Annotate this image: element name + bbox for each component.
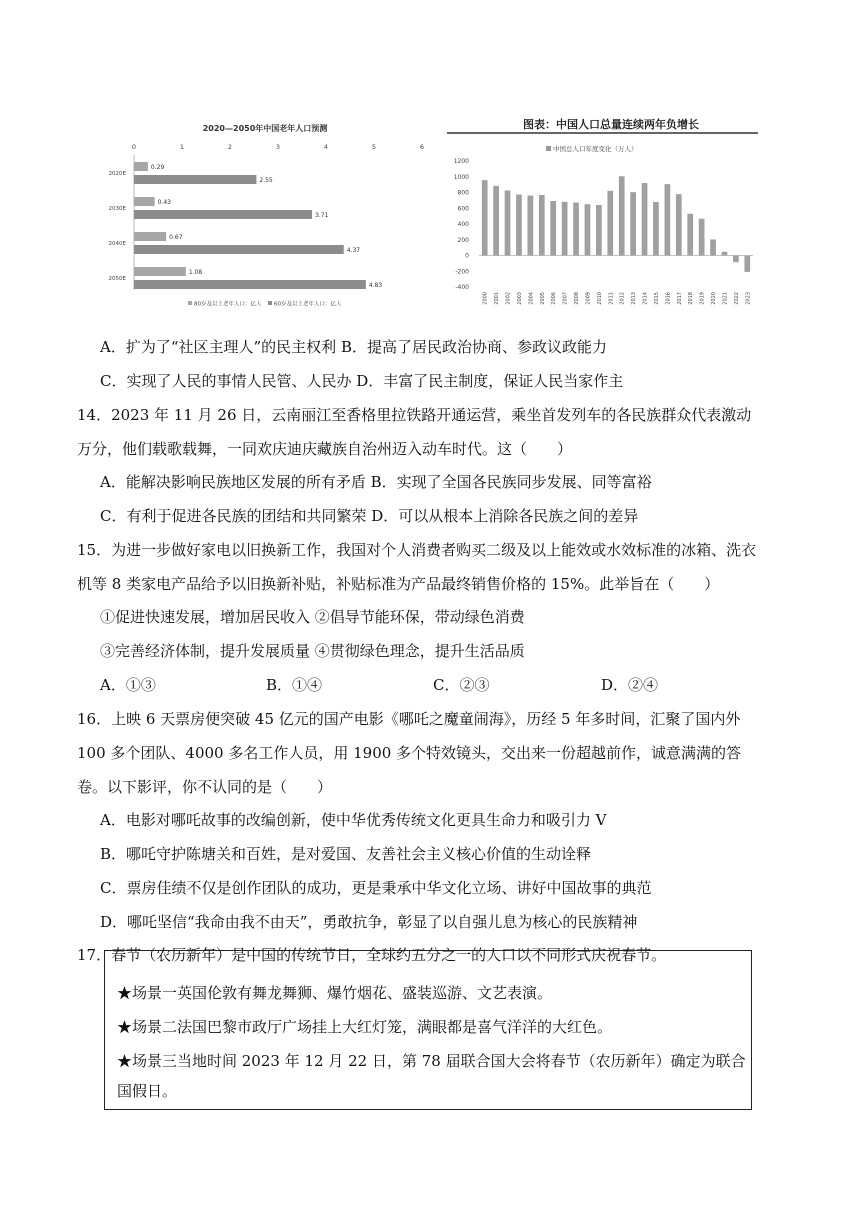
chart1-data-label: 2.55 [259,177,273,184]
q15-items-line-2: ③完善经济体制，提升发展质量 ④贯彻绿色理念，提升生活品质 [100,642,525,660]
q15-option-b: B．①④ [266,676,323,694]
chart2-bar [573,203,579,256]
chart1-legend [188,300,342,308]
chart2-x-tick-label: 2022 [733,292,740,305]
chart2-x-tick-label: 2000 [482,292,489,305]
chart1-data-label: 0.67 [169,234,183,241]
chart2-x-tick-label: 2004 [528,292,535,305]
chart2-bar [653,202,659,256]
chart2-bar [562,202,568,256]
chart1-data-label: 0.43 [157,199,171,206]
chart1-data-label: 3.71 [315,212,329,219]
q13-options-line-1: A．扩为了“社区主理人”的民主权利 B．提高了居民政治协商、参政议政能力 [100,338,607,356]
chart1-legend-entry: 80岁及以上老年人口：亿人 [194,301,262,308]
population-change-chart [445,112,760,322]
chart2-x-tick-label: 2015 [653,292,660,305]
chart2-x-tick-label: 2016 [665,292,672,305]
chart2-x-tick-label: 2009 [585,292,592,305]
q17-scene-2: ★场景二法国巴黎市政厅广场挂上大红灯笼，满眼都是喜气洋洋的大红色。 [117,1018,613,1036]
chart1-category-label: 2040E [108,241,126,247]
chart2-x-tick-label: 2013 [631,292,638,305]
chart2-bar [539,195,545,255]
chart2-y-tick-label: -400 [455,284,469,291]
chart2-y-tick-label: 1000 [453,173,469,181]
q16-option-a: A．电影对哪吒故事的改编创新，使中华优秀传统文化更具生命力和吸引力 V [100,811,607,829]
chart1-bar [134,245,344,254]
chart2-bar [619,176,625,255]
chart2-x-tick-label: 2001 [494,292,501,305]
chart1-data-label: 4.37 [346,247,361,254]
chart2-bar [687,214,693,256]
chart2-bar [733,256,739,263]
chart2-x-tick-label: 2020 [711,292,718,305]
q17-scene-box [104,950,752,1110]
chart2-y-tick-label: -200 [455,268,469,276]
q14-stem: 14．2023 年 11 月 26 日，云南丽江至香格里拉铁路开通运营，乘坐首发列车的各民族群众代表激动万分，他们载歌载舞，一同欢庆迪庆藏族自治州迈入动车时代。这（ ） [77,406,752,458]
chart1-legend-swatch [268,301,272,305]
chart2-bar [505,190,511,255]
chart2-bar [676,194,682,255]
chart2-x-tick-label: 2010 [596,292,603,305]
chart2-bar [710,239,716,255]
chart2-x-tick-label: 2018 [688,292,695,305]
chart1-category-label: 2050E [108,276,126,282]
chart2-x-tick-label: 2019 [699,292,706,305]
chart1-x-tick-label: 6 [419,143,425,151]
chart1-bar [134,280,366,289]
q16-option-c: C．票房佳绩不仅是创作团队的成功，更是秉承中华文化立场、讲好中国故事的典范 [100,879,652,897]
chart1-x-tick-label: 1 [179,143,185,151]
q15-items-line-1: ①促进快速发展，增加居民收入 ②倡导节能环保，带动绿色消费 [100,608,525,626]
chart2-x-tick-label: 2008 [574,292,581,305]
chart1-bar [134,197,155,206]
chart2-bar [493,186,499,256]
chart2-x-tick-label: 2014 [642,292,649,305]
chart2-bar [607,191,613,256]
chart1-data-label: 1.08 [188,269,203,276]
chart2-bar [642,183,648,255]
q16-option-d: D．哪吒坚信“我命由我不由天”，勇敢抗争，彰显了以自强儿息为核心的民族精神 [100,913,638,931]
chart2-bar [550,201,556,255]
chart2-y-tick-label: 600 [457,205,469,213]
chart1-legend-swatch [188,301,192,305]
chart2-x-tick-label: 2006 [551,292,558,305]
chart1-x-tick-label: 0 [131,143,137,151]
chart2-x-tick-label: 2005 [539,292,546,305]
chart2-bar [699,219,705,256]
chart1-category-label: 2030E [108,206,126,212]
chart1-legend-entry: 60岁及以上老年人口：亿人 [274,301,342,308]
q17-scene-3-line-1: ★场景三当地时间 2023 年 12 月 22 日，第 78 届联合国大会将春节（农历新年）确定为联合 [117,1052,746,1070]
q15-option-d: D．②④ [601,676,659,694]
chart1-x-tick-label: 2 [227,143,233,151]
chart2-x-tick-label: 2011 [608,292,615,305]
chart2-subtitle: 中国总人口年度变化（万人） [553,145,638,153]
chart1-category-label: 2020E [108,171,126,177]
chart2-bar [722,252,728,256]
chart2-bar [665,184,671,255]
q15-option-c: C．②③ [433,676,490,694]
q15-option-a: A．①③ [100,676,156,694]
chart2-bar [482,180,488,255]
chart1-bar [134,232,166,241]
chart2-x-tick-label: 2012 [619,292,626,305]
chart1-data-label: 4.83 [368,282,383,289]
chart1-bar [134,162,148,171]
q17-scene-3-line-2: 国假日。 [117,1082,178,1100]
chart2-x-tick-label: 2021 [722,292,729,305]
q17-scene-1: ★场景一英国伦敦有舞龙舞狮、爆竹烟花、盛装巡游、文艺表演。 [117,984,553,1002]
q14-options-line-1: A．能解决影响民族地区发展的所有矛盾 B．实现了全国各民族同步发展、同等富裕 [100,473,652,491]
chart2-title: 图表：中国人口总量连续两年负增长 [523,118,699,131]
chart2-y-tick-label: 400 [457,221,469,228]
chart2-y-tick-label: 800 [457,189,469,197]
chart2-legend-swatch [546,146,551,151]
chart2-x-tick-label: 2002 [505,292,512,305]
chart2-y-tick-label: 200 [457,236,469,244]
chart2-x-tick-label: 2003 [516,292,523,305]
q14-options-line-2: C．有利于促进各民族的团结和共同繁荣 D．可以从根本上消除各民族之间的差异 [100,507,639,525]
chart1-x-tick-label: 4 [323,143,329,151]
chart2-bar [585,204,591,255]
chart2-x-tick-label: 2007 [562,292,569,305]
chart2-x-tick-label: 2017 [676,292,683,305]
chart1-x-tick-label: 3 [275,143,281,151]
chart2-bar [630,192,636,255]
chart1-bar [134,210,312,219]
chart2-x-tick-label: 2023 [745,292,752,305]
chart1-bar [134,267,186,276]
chart2-bar [528,196,534,256]
chart2-bar [516,195,522,256]
q13-options-line-2: C．实现了人民的事情人民管、人民办 D．丰富了民主制度，保证人民当家作主 [100,372,624,390]
q17-stem: 17．春节（农历新年）是中国的传统节日，全球约五分之一的人口以不同形式庆祝春节。 [77,946,667,964]
chart2-bar [744,256,750,272]
chart1-data-label: 0.29 [150,164,165,171]
q15-stem: 15．为进一步做好家电以旧换新工作，我国对个人消费者购买二级及以上能效或水效标准的冰箱、洗衣机等 8 类家电产品给予以旧换新补贴，补贴标准为产品最终销售价格的 15%。此举旨在（ ） [77,541,757,593]
q16-stem: 16．上映 6 天票房便突破 45 亿元的国产电影《哪吒之魔童闹海》，历经 5 年多时间，汇聚了国内外 100 多个团队、4000 多名工作人员，用 1900 多个特效镜头，交出来一份超越前作，诚意满满的答卷。以下影评，你不认同的是（ ） [77,710,742,796]
elderly-population-chart [100,118,430,318]
q16-option-b: B．哪吒守护陈塘关和百姓，是对爱国、友善社会主义核心价值的生动诠释 [100,845,592,863]
chart1-x-tick-label: 5 [371,143,377,151]
chart2-bar [596,205,602,255]
chart1-title: 2020—2050年中国老年人口预测 [202,124,328,133]
chart2-y-tick-label: 1200 [453,158,469,165]
chart1-bar [134,175,256,184]
chart2-y-tick-label: 0 [465,252,469,260]
